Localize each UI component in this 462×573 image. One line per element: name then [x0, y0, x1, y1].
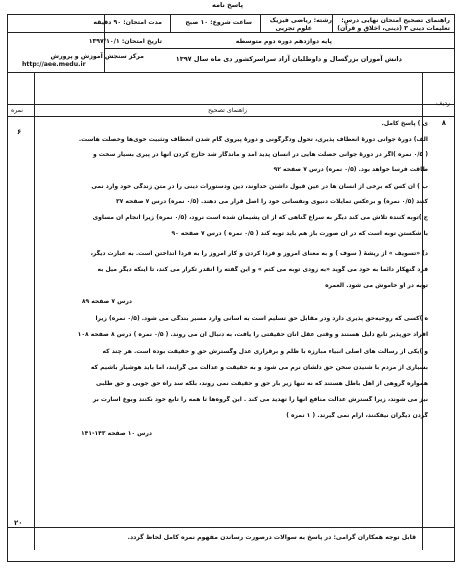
answer-line-11: توبه در او خاموش می شود. العمره: [325, 282, 428, 289]
footer-rule: [7, 527, 455, 528]
answer-line-20: درس ۱۰ صفحه ۱۴۳-۱۴۱: [81, 430, 152, 437]
answer-line-17: همواره گروهی از اهل باطل هستند که نه تنها زیر بار حق و حقیقت نمی روند، بلکه سد راه حق جویی و حق طلبی: [95, 380, 428, 387]
answer-line-3: ( ۰/۵ نمره )اگر در دورۀ جوانی خصلت هایی در انسان پدید آمد و ماندگار شد خارج کردن آنها در پیری بسیار سخت و: [92, 151, 428, 158]
answer-line-12: درس ۷ صفحه ۸۹: [81, 298, 132, 305]
exam-duration: مدت امتحان: ۹۰ دقیقه: [93, 19, 162, 26]
answer-line-10: فرد گنهکار دائماً به خود می گوید «به زودی توبه می کنم » و این گفته را آنقدر تکرار می کند، تا اینکه دیگر میل به: [97, 266, 428, 273]
table-header-rule: [7, 104, 455, 105]
center-url: http://aee.medu.ir: [22, 61, 86, 68]
row-number: ۸: [441, 119, 446, 127]
header-divider-field: [260, 14, 261, 32]
exam-date: تاریخ امتحان: ۱۳۹۷/۱۰/۱: [88, 38, 162, 45]
answer-line-19: گردن دیگران نیفکنند، آرام نمی گیرند. ( ۱ نمره ): [286, 412, 428, 419]
answer-line-1: ی ) پاسخ کامل.: [381, 120, 428, 127]
answer-line-6: کنند (۰/۵ نمره) و برعکس تمایلات دنیوی ونفسانی خود را اصل قرار می دهند. (۰/۵ نمره) درس ۷ صفحه ۳۷: [116, 198, 428, 205]
exam-for-line: دانش آموزان بزرگسال و داوطلبان آزاد سراسرکشور دی ماه سال ۱۳۹۷: [175, 55, 402, 63]
total-score: ۲۰: [14, 519, 23, 527]
grade-level: پایه دوازدهم دوره دوم متوسطه: [235, 38, 332, 45]
answer-line-4: طاقت فرسا خواهد بود. (۰/۵ نمره) درس ۷ صفحه ۹۲: [273, 166, 428, 173]
answer-line-18: نیز می شوند، زیرا گسترش عدالت منافع آنها را تهدید می کند . این گروه‌ها تا همه را تابع خود نکنند وبوغ اسارت بر: [92, 396, 428, 403]
footer-note: قابل توجه همکاران گرامی: در پاسخ به سوالات درصورت رساندن مفهوم نمره کامل لحاظ گردد.: [127, 534, 416, 541]
score-column-divider: [34, 72, 35, 550]
header-rule-3: [7, 72, 455, 73]
header-rule-2: [104, 48, 455, 49]
row-column-divider: [422, 72, 423, 550]
header-divider-time: [170, 14, 171, 32]
row-score: ۶: [17, 128, 22, 136]
answer-line-9: د) «تسویف » از ریشۀ ( سوف ) و به معنای امروز و فردا کردن و کار امروز را به فردا انداختن است. به عبارت دیگر،: [90, 250, 428, 257]
col-header-row: ردیف: [436, 100, 450, 107]
header-rule-1: [7, 32, 455, 33]
field-experimental: علوم تجربی: [275, 25, 312, 32]
answer-line-15: و )یکی از رسالت های اصلی انبیاء مبارزه با ظلم و برقراری عدل وگسترش حق و حقیقت بوده است. هر چند که: [102, 348, 428, 355]
page-top-title: پاسخ نامه: [212, 1, 244, 9]
answer-line-8: با شکستن توبه است که در آن صورت باز هم باید توبه کند ( ۰/۵ نمره ) درس ۷ صفحه ۹۰: [171, 230, 428, 237]
course-name: تعلیمات دینی ۳ (دینی، اخلاق و قرآن): [337, 25, 450, 32]
center-name: مرکز سنجش آموزش و پرورش: [50, 53, 144, 60]
answer-line-2: الف) دورۀ جوانی دورۀ انعطاف پذیری، تحول ودگرگونی و دورۀ پیروی گام شدن انعطاف وتثبیت خوی‌ها وخصلت هاست.: [78, 136, 428, 143]
table-body-top-rule: [7, 116, 455, 117]
start-time: ساعت شروع: ۱۰ صبح: [185, 19, 252, 26]
header-divider-course: [332, 14, 333, 32]
col-header-guide: راهنمای تصحیح: [207, 107, 247, 114]
answer-line-7: ج )توبه کننده تلاش می کند دیگر به سراغ گناهی که از آن پشیمان شده است نرود، (۰/۵ نمره) زیرا انجام آن مساوی: [92, 214, 428, 221]
answer-line-13: ه )کسی که روحیه‌حق پذیری دارد ودر مقابل حق تسلیم است به آسانی وارد مسیر بندگی می شود. (۰/۵ نمره) زیرا: [95, 315, 428, 322]
answer-line-16: بسیاری از مردم با شنیدن سخن حق دلشان نرم می شود و به حقیقت و عدالت می گرایند، اما باید هوشیار باشیم که: [90, 364, 428, 371]
answer-line-14: افراد حق‌پذیر تابع دلیل هستند و وقتی عقل آنان حقیقتی را یافت، به دنبال آن می روند. ( ۰/۵ نمره ) درس ۸ صفحه ۱۰۸: [77, 331, 428, 338]
answer-line-5: ب ) آن کس که برخی از انسان ها در عین قبول داشتن خداوند، دین ودستورات دینی را در متن زندگی خود وارد نمی: [91, 183, 428, 190]
grader-guide-title: راهنمای تصحیح امتحان نهایی درس:: [341, 17, 450, 24]
field-math-physics: رشته: ریاضی فیزیک: [269, 17, 332, 24]
col-header-score: نمره: [11, 107, 23, 114]
